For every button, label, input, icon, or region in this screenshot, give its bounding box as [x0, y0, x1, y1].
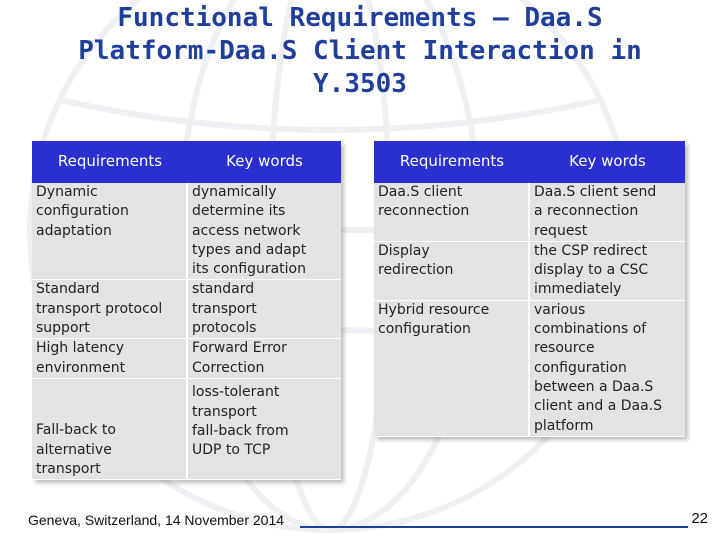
column-header-key-words: Key words [188, 141, 341, 183]
cell-line: transport [192, 300, 257, 317]
cell-line: Hybrid resource [378, 301, 490, 318]
key-words-cell [530, 301, 685, 437]
cell-line: resource [534, 340, 595, 357]
page-number: 22 [691, 510, 708, 527]
column-header-key-words: Key words [530, 141, 685, 183]
cell-line: Correction [192, 359, 265, 376]
key-words-cell [188, 339, 341, 379]
slide-title [10, 2, 710, 101]
cell-line: various [534, 301, 586, 318]
cell-line: determine its [192, 203, 286, 220]
cell-line: transport [192, 403, 257, 420]
slide-title-line: Y.3503 [313, 69, 407, 99]
cell-line: loss-tolerant [192, 384, 280, 401]
cell-line: configuration [378, 321, 471, 338]
column-header-requirements: Requirements [32, 141, 188, 183]
cell-line: platform [534, 417, 594, 434]
cell-line: standard [192, 281, 255, 298]
cell-line: Daa.S client [378, 184, 463, 200]
left-requirements-table [32, 141, 341, 480]
cell-line: immediately [534, 281, 622, 298]
cell-line: adaptation [36, 222, 112, 239]
cell-line: transport [36, 460, 101, 477]
cell-line: request [534, 222, 588, 239]
cell-line: fall-back from [192, 422, 289, 439]
footer-divider [300, 526, 688, 528]
right-requirements-table [374, 141, 685, 437]
key-words-cell [188, 379, 341, 480]
key-words-cell [530, 183, 685, 242]
cell-line: redirection [378, 262, 454, 279]
cell-line: access network [192, 222, 301, 239]
key-words-cell [188, 183, 341, 280]
cell-line: Fall-back to [36, 422, 116, 439]
requirement-cell [374, 242, 530, 301]
cell-line: environment [36, 359, 126, 376]
cell-line [36, 383, 182, 402]
cell-line: a reconnection [534, 203, 639, 220]
footer-location-date: Geneva, Switzerland, 14 November 2014 [28, 512, 285, 528]
requirement-cell [374, 301, 530, 437]
cell-line: client and a Daa.S [534, 398, 662, 415]
cell-line: Standard [36, 281, 100, 298]
cell-line [36, 402, 182, 421]
requirement-cell [32, 280, 188, 339]
requirement-cell [32, 339, 188, 379]
cell-line: UDP to TCP [192, 442, 271, 459]
slide-title-line: Platform-Daa.S Client Interaction in [78, 36, 642, 66]
cell-line: its configuration [192, 261, 306, 278]
cell-line: reconnection [378, 203, 470, 220]
cell-line: support [36, 320, 90, 337]
column-header-requirements: Requirements [374, 141, 530, 183]
cell-line: High latency [36, 340, 125, 357]
cell-line: Forward Error [192, 340, 287, 357]
cell-line: transport protocol [36, 300, 163, 317]
key-words-cell [188, 280, 341, 339]
cell-line: combinations of [534, 321, 647, 338]
cell-line: configuration [534, 359, 627, 376]
requirement-cell [32, 183, 188, 280]
cell-line: Dynamic [36, 184, 98, 200]
cell-line: configuration [36, 203, 129, 220]
cell-line: types and adapt [192, 241, 307, 258]
slide-title-line: Functional Requirements – Daa.S [117, 3, 603, 33]
key-words-cell [530, 242, 685, 301]
cell-line: between a Daa.S [534, 378, 654, 395]
cell-line: the CSP redirect [534, 242, 648, 259]
cell-line: protocols [192, 320, 257, 337]
cell-line: display to a CSC [534, 262, 649, 279]
cell-line: Daa.S client send [534, 184, 657, 200]
requirement-cell [32, 379, 188, 480]
cell-line: Display [378, 242, 430, 259]
cell-line: dynamically [192, 184, 277, 200]
cell-line: alternative [36, 441, 112, 458]
requirement-cell [374, 183, 530, 242]
